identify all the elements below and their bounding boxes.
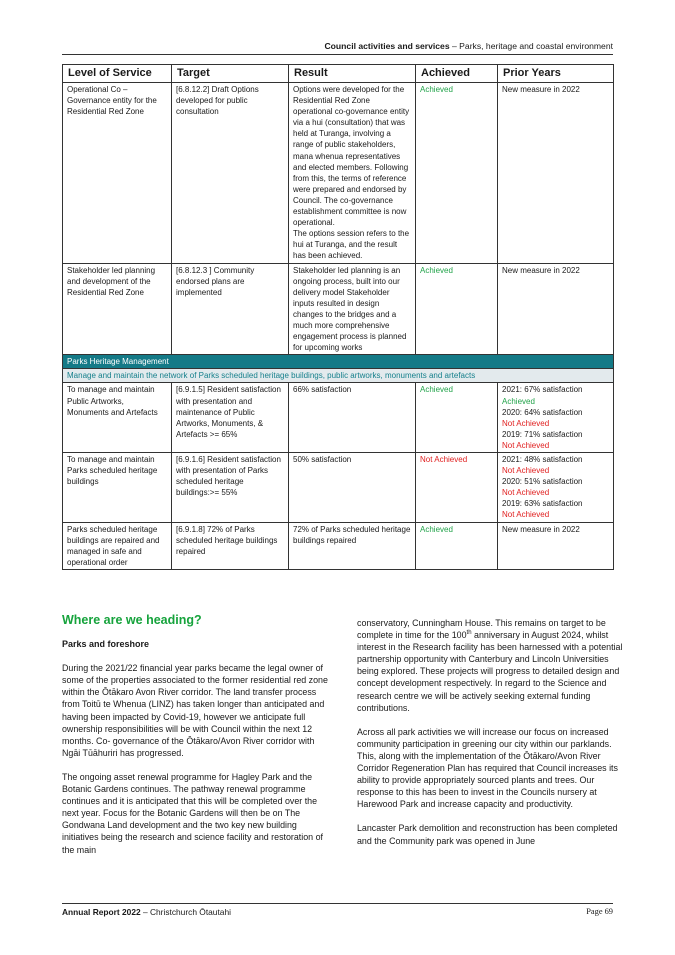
cell-target: [6.9.1.6] Resident satisfaction with presentation of Parks scheduled heritage buildings:>= 55%: [172, 453, 289, 523]
footer-city: – Christchurch Ōtautahi: [140, 907, 231, 917]
footer-title: [62, 907, 231, 917]
header-rule: [62, 54, 613, 55]
cell-prior-years: New measure in 2022: [498, 83, 614, 264]
section-subheading: Parks and foreshore: [62, 639, 150, 650]
body-paragraph: The ongoing asset renewal programme for Hagley Park and the Botanic Gardens continues. The pathway renewal programme continues and it is anticipated that this will be completed over the next year. Focus for the Botanic Gardens will then be on The Gondwana Land development and the two key new building initiatives being the research and science facility and restoration of the main: [62, 771, 323, 855]
cell-result: Stakeholder led planning is an ongoing process, built into our delivery model Stakeholder inputs resulted in design changes to the bridges and a much more comprehensive engagement process is planned for upcoming works: [289, 263, 416, 355]
body-paragraph: Across all park activities we will increase our focus on increased community participation in greening our city within our parklands. This, along with the implementation of the Ōtākaro/Avon River Corridor Regeneration Plan has required that Council increases its ability to provide appropriately sourced plants and trees. Our response to this has been to invest in the Councils nursery at Harewood Park and increase capacity and productivity.: [357, 726, 618, 810]
col-achieved: Achieved: [416, 65, 498, 83]
running-header: [324, 41, 613, 51]
prior-year-status: Not Achieved: [502, 418, 550, 428]
footer-report-name: Annual Report 2022: [62, 907, 141, 917]
cell-prior-years: [498, 383, 614, 453]
prior-year-text: 2021: 48% satisfaction: [502, 455, 583, 464]
cell-result: 72% of Parks scheduled heritage buildings repaired: [289, 522, 416, 569]
prior-year-text: 2019: 71% satisfaction: [502, 429, 583, 439]
table-row: [63, 263, 614, 355]
col-level-of-service: Level of Service: [63, 65, 172, 83]
col-prior-years: Prior Years: [498, 65, 614, 83]
prior-year-status: Not Achieved: [502, 440, 550, 450]
cell-prior-years: [498, 453, 614, 523]
footer-rule: [62, 903, 613, 904]
cell-result: 66% satisfaction: [289, 383, 416, 453]
section-subtitle: Manage and maintain the network of Parks scheduled heritage buildings, public artworks, monuments and artefacts: [63, 369, 614, 383]
right-column: [357, 617, 623, 859]
cell-achieved: Achieved: [416, 83, 498, 264]
ordinal-suffix: th: [466, 630, 472, 637]
table-row: [63, 522, 614, 569]
cell-achieved: Achieved: [416, 383, 498, 453]
cell-target: [6.8.12.3 ] Community endorsed plans are implemented: [172, 263, 289, 355]
body-paragraph: Lancaster Park demolition and reconstruction has been completed and the Community park was opened in June: [357, 823, 618, 846]
prior-year-status: Not Achieved: [502, 466, 550, 476]
cell-achieved: Achieved: [416, 522, 498, 569]
header-section: Council activities and services: [324, 41, 450, 51]
cell-target: [6.9.1.8] 72% of Parks scheduled heritage buildings repaired: [172, 522, 289, 569]
cell-target: [6.9.1.5] Resident satisfaction with presentation and maintenance of Public Artworks, Monuments, & Artefacts >= 65%: [172, 383, 289, 453]
body-paragraph: During the 2021/22 financial year parks became the legal owner of some of the properties associated to the former residential red zone within the Ōtākaro Avon River corridor. The land transfer process from Toitū te Whenua (LINZ) has taken longer than anticipated and having been impacted by Covid-19, however we anticipate full ownership responsibilities will be with Council within the next 12 months. Co- governance of the Ōtākaro/Avon River corridor with Ngāi Tūāhuriri has progressed.: [62, 663, 328, 758]
section-heading: Where are we heading?: [62, 613, 202, 627]
cell-prior-years: New measure in 2022: [498, 263, 614, 355]
paragraph-text: anniversary in August 2024, whilst interest in the Research facility has been harnessed with a potential partnership opportunity with Canterbury and Lincoln Universities being explored. These projects will progress to detailed design and concept development respectively. In regard to the Science and research centre we will be actively seeking external funding contributions.: [357, 630, 623, 713]
paragraph-text: conservatory, Cunningham House. This remains on target to be complete in time for the 100: [357, 618, 606, 641]
table-row: [63, 83, 614, 264]
prior-year-text: 2019: 63% satisfaction: [502, 499, 583, 509]
cell-result: [289, 83, 416, 264]
prior-year-status: Not Achieved: [502, 488, 550, 498]
left-column: [62, 614, 328, 868]
cell-level-of-service: Parks scheduled heritage buildings are repaired and managed in safe and operational order: [63, 522, 172, 569]
section-subtitle-row: [63, 369, 614, 383]
cell-level-of-service: Operational Co – Governance entity for the Residential Red Zone: [63, 83, 172, 264]
col-target: Target: [172, 65, 289, 83]
prior-year-status: Achieved: [502, 396, 535, 406]
body-paragraph: [357, 617, 623, 714]
header-subsection: – Parks, heritage and coastal environment: [449, 41, 613, 51]
prior-year-status: Not Achieved: [502, 510, 550, 520]
cell-prior-years: New measure in 2022: [498, 522, 614, 569]
table-row: [63, 383, 614, 453]
cell-achieved: Not Achieved: [416, 453, 498, 523]
prior-year-text: 2021: 67% satisfaction: [502, 385, 583, 395]
level-of-service-table: [62, 64, 614, 570]
cell-result: 50% satisfaction: [289, 453, 416, 523]
section-title-row: [63, 355, 614, 369]
cell-level-of-service: To manage and maintain Public Artworks, Monuments and Artefacts: [63, 383, 172, 453]
table-row: [63, 453, 614, 523]
col-result: Result: [289, 65, 416, 83]
section-title: Parks Heritage Management: [63, 355, 614, 369]
result-text: Options were developed for the Residential Red Zone operational co-governance entity via a hui (consultation) that was held at Turanga, involving a range of public stakeholders, mana whenua representatives and elected members. Following from this, the terms of reference were prepared and endorsed by Council. The co-governance establishment committee is now operational.: [293, 85, 410, 228]
table-header-row: [63, 65, 614, 83]
prior-year-text: 2020: 64% satisfaction: [502, 407, 583, 417]
cell-level-of-service: To manage and maintain Parks scheduled heritage buildings: [63, 453, 172, 523]
result-note: The options session refers to the hui at Turanga, and the result has been achieved.: [293, 229, 410, 261]
cell-achieved: Achieved: [416, 263, 498, 355]
cell-level-of-service: Stakeholder led planning and development of the Residential Red Zone: [63, 263, 172, 355]
prior-year-text: 2020: 51% satisfaction: [502, 477, 583, 487]
page-number: Page 69: [586, 907, 613, 916]
cell-target: [6.8.12.2] Draft Options developed for public consultation: [172, 83, 289, 264]
